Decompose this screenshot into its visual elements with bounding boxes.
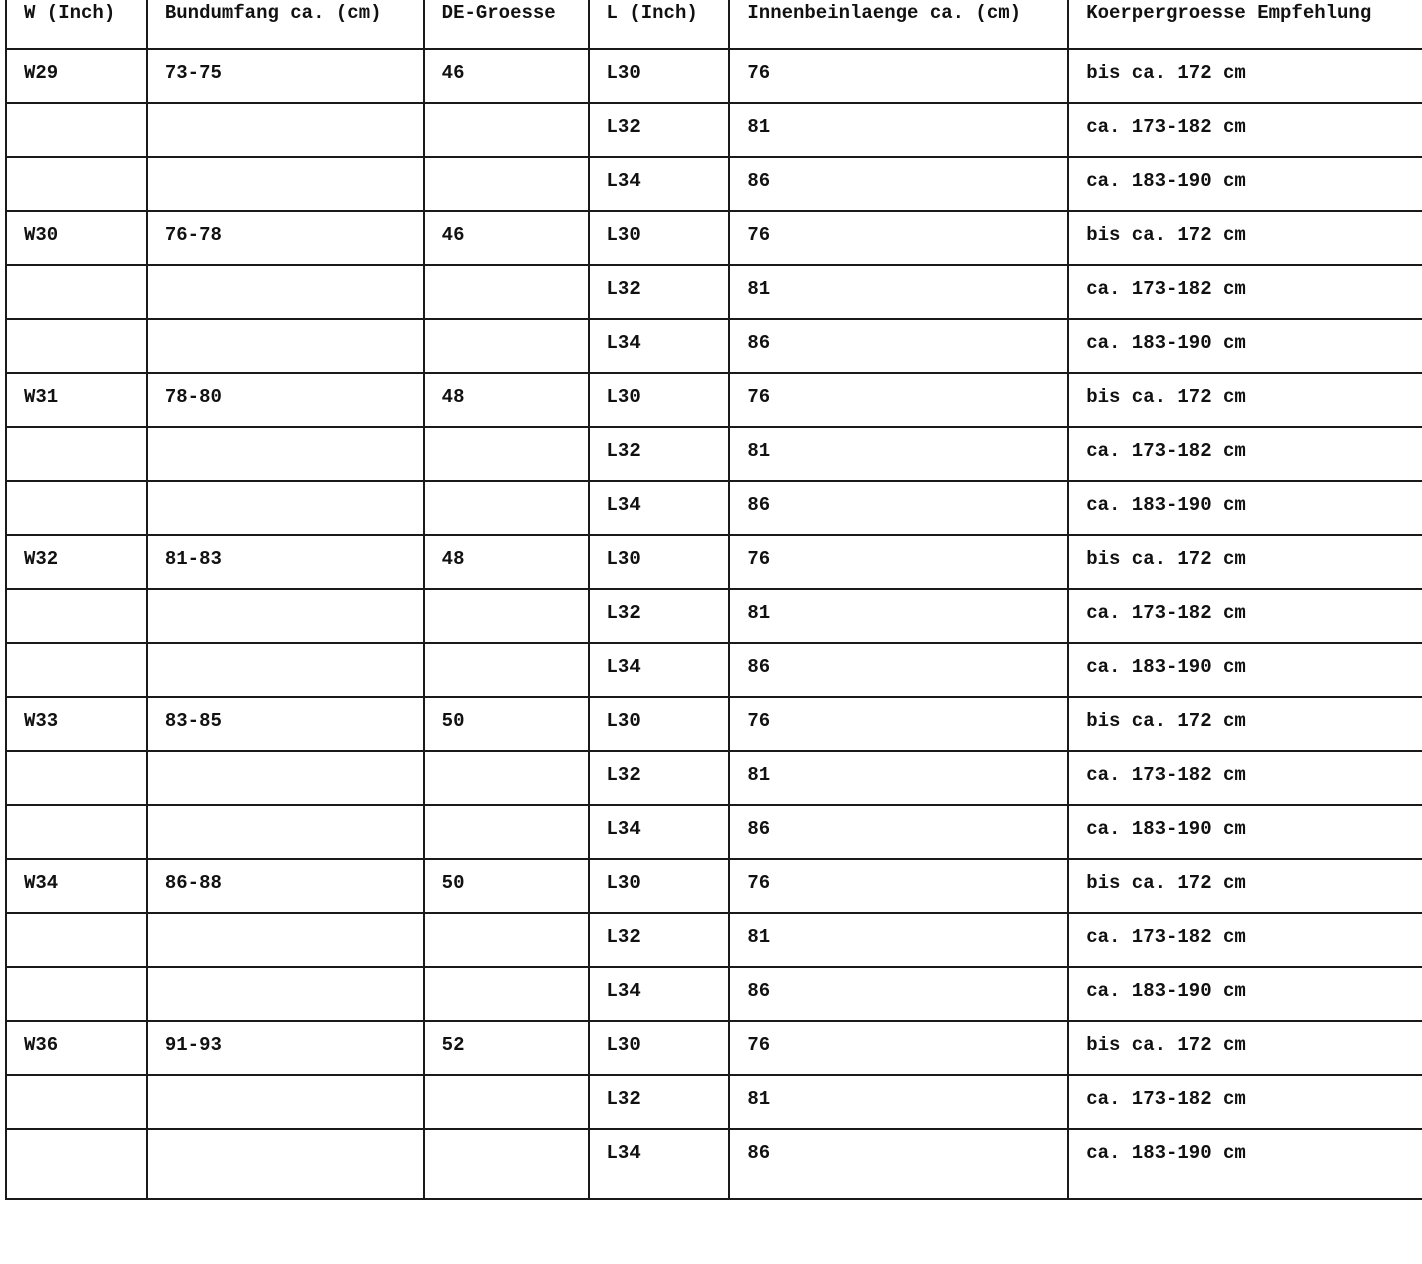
cell-length-inch: L30: [589, 1021, 730, 1075]
cell-length-inch: L32: [589, 913, 730, 967]
cell-de-size: [424, 967, 589, 1021]
cell-waist-circumference: [147, 805, 424, 859]
cell-waist-inch: [6, 751, 147, 805]
cell-inseam-length: 76: [729, 211, 1068, 265]
cell-height-recommendation: ca. 173-182 cm: [1068, 1075, 1422, 1129]
cell-length-inch: L30: [589, 373, 730, 427]
cell-de-size: 48: [424, 373, 589, 427]
cell-length-inch: L30: [589, 859, 730, 913]
size-chart-table: [5, 0, 1422, 1200]
cell-waist-inch: W36: [6, 1021, 147, 1075]
cell-inseam-length: 86: [729, 319, 1068, 373]
table-row: [6, 697, 1422, 751]
cell-length-inch: L32: [589, 427, 730, 481]
cell-de-size: [424, 319, 589, 373]
cell-length-inch: L30: [589, 211, 730, 265]
cell-height-recommendation: bis ca. 172 cm: [1068, 697, 1422, 751]
cell-waist-circumference: [147, 1129, 424, 1199]
cell-height-recommendation: ca. 183-190 cm: [1068, 1129, 1422, 1199]
cell-waist-circumference: 91-93: [147, 1021, 424, 1075]
cell-height-recommendation: bis ca. 172 cm: [1068, 1021, 1422, 1075]
cell-length-inch: L34: [589, 643, 730, 697]
table-row: [6, 1075, 1422, 1129]
cell-de-size: [424, 157, 589, 211]
cell-inseam-length: 86: [729, 967, 1068, 1021]
cell-de-size: [424, 751, 589, 805]
cell-waist-inch: [6, 805, 147, 859]
cell-height-recommendation: bis ca. 172 cm: [1068, 859, 1422, 913]
cell-height-recommendation: bis ca. 172 cm: [1068, 49, 1422, 103]
cell-waist-inch: W31: [6, 373, 147, 427]
cell-waist-circumference: 78-80: [147, 373, 424, 427]
cell-height-recommendation: ca. 183-190 cm: [1068, 319, 1422, 373]
cell-inseam-length: 81: [729, 751, 1068, 805]
header-height-recommendation: Koerpergroesse Empfehlung: [1068, 0, 1422, 49]
cell-height-recommendation: ca. 173-182 cm: [1068, 427, 1422, 481]
cell-waist-circumference: [147, 157, 424, 211]
cell-de-size: 46: [424, 49, 589, 103]
cell-height-recommendation: bis ca. 172 cm: [1068, 535, 1422, 589]
table-row: [6, 481, 1422, 535]
table-row: [6, 157, 1422, 211]
table-row: [6, 427, 1422, 481]
cell-waist-circumference: [147, 1075, 424, 1129]
cell-inseam-length: 86: [729, 157, 1068, 211]
cell-waist-circumference: [147, 319, 424, 373]
cell-waist-inch: [6, 1075, 147, 1129]
cell-waist-inch: [6, 319, 147, 373]
cell-waist-circumference: [147, 589, 424, 643]
header-row: [6, 0, 1422, 49]
cell-inseam-length: 81: [729, 589, 1068, 643]
cell-length-inch: L30: [589, 697, 730, 751]
cell-waist-circumference: [147, 427, 424, 481]
cell-de-size: [424, 103, 589, 157]
cell-length-inch: L34: [589, 967, 730, 1021]
cell-waist-inch: [6, 481, 147, 535]
table-row: [6, 805, 1422, 859]
cell-de-size: [424, 1075, 589, 1129]
cell-waist-circumference: [147, 265, 424, 319]
cell-waist-circumference: 73-75: [147, 49, 424, 103]
cell-de-size: [424, 481, 589, 535]
table-row: [6, 319, 1422, 373]
table-row: [6, 751, 1422, 805]
cell-inseam-length: 86: [729, 481, 1068, 535]
cell-length-inch: L34: [589, 805, 730, 859]
cell-inseam-length: 81: [729, 103, 1068, 157]
cell-inseam-length: 76: [729, 535, 1068, 589]
cell-inseam-length: 76: [729, 1021, 1068, 1075]
cell-de-size: 46: [424, 211, 589, 265]
cell-waist-circumference: 76-78: [147, 211, 424, 265]
cell-waist-circumference: 81-83: [147, 535, 424, 589]
cell-length-inch: L32: [589, 589, 730, 643]
cell-height-recommendation: ca. 183-190 cm: [1068, 643, 1422, 697]
cell-length-inch: L30: [589, 535, 730, 589]
cell-length-inch: L32: [589, 1075, 730, 1129]
cell-waist-circumference: [147, 751, 424, 805]
cell-de-size: [424, 643, 589, 697]
cell-height-recommendation: ca. 173-182 cm: [1068, 751, 1422, 805]
table-row: [6, 265, 1422, 319]
cell-waist-inch: [6, 967, 147, 1021]
cell-waist-inch: [6, 1129, 147, 1199]
table-row: [6, 535, 1422, 589]
cell-de-size: [424, 913, 589, 967]
cell-de-size: [424, 427, 589, 481]
cell-waist-circumference: [147, 913, 424, 967]
cell-waist-inch: W29: [6, 49, 147, 103]
cell-de-size: [424, 589, 589, 643]
table-row: [6, 1129, 1422, 1199]
cell-de-size: 48: [424, 535, 589, 589]
table-row: [6, 1021, 1422, 1075]
cell-inseam-length: 81: [729, 265, 1068, 319]
cell-waist-circumference: [147, 481, 424, 535]
cell-height-recommendation: bis ca. 172 cm: [1068, 211, 1422, 265]
table-row: [6, 913, 1422, 967]
table-row: [6, 643, 1422, 697]
cell-inseam-length: 81: [729, 427, 1068, 481]
cell-height-recommendation: ca. 173-182 cm: [1068, 589, 1422, 643]
cell-length-inch: L34: [589, 157, 730, 211]
cell-waist-inch: [6, 643, 147, 697]
cell-waist-inch: [6, 427, 147, 481]
cell-length-inch: L34: [589, 1129, 730, 1199]
cell-waist-circumference: [147, 103, 424, 157]
header-de-size: DE-Groesse: [424, 0, 589, 49]
cell-waist-inch: W32: [6, 535, 147, 589]
cell-waist-circumference: [147, 967, 424, 1021]
cell-de-size: 50: [424, 859, 589, 913]
cell-waist-circumference: [147, 643, 424, 697]
cell-waist-inch: W30: [6, 211, 147, 265]
cell-height-recommendation: bis ca. 172 cm: [1068, 373, 1422, 427]
cell-waist-inch: [6, 103, 147, 157]
cell-length-inch: L34: [589, 319, 730, 373]
header-inseam-length: Innenbeinlaenge ca. (cm): [729, 0, 1068, 49]
cell-inseam-length: 86: [729, 1129, 1068, 1199]
cell-de-size: [424, 1129, 589, 1199]
cell-waist-inch: [6, 913, 147, 967]
cell-length-inch: L34: [589, 481, 730, 535]
table-row: [6, 373, 1422, 427]
cell-waist-circumference: 86-88: [147, 859, 424, 913]
cell-height-recommendation: ca. 173-182 cm: [1068, 103, 1422, 157]
cell-inseam-length: 76: [729, 859, 1068, 913]
cell-waist-circumference: 83-85: [147, 697, 424, 751]
cell-inseam-length: 86: [729, 805, 1068, 859]
cell-length-inch: L32: [589, 103, 730, 157]
table-row: [6, 589, 1422, 643]
cell-waist-inch: [6, 589, 147, 643]
header-waist-circumference: Bundumfang ca. (cm): [147, 0, 424, 49]
cell-length-inch: L30: [589, 49, 730, 103]
cell-height-recommendation: ca. 183-190 cm: [1068, 967, 1422, 1021]
cell-height-recommendation: ca. 183-190 cm: [1068, 157, 1422, 211]
cell-de-size: [424, 805, 589, 859]
table-row: [6, 49, 1422, 103]
cell-de-size: 52: [424, 1021, 589, 1075]
header-length-inch: L (Inch): [589, 0, 730, 49]
cell-height-recommendation: ca. 183-190 cm: [1068, 481, 1422, 535]
cell-de-size: [424, 265, 589, 319]
cell-inseam-length: 81: [729, 913, 1068, 967]
cell-height-recommendation: ca. 173-182 cm: [1068, 265, 1422, 319]
cell-inseam-length: 86: [729, 643, 1068, 697]
table-row: [6, 211, 1422, 265]
cell-waist-inch: W33: [6, 697, 147, 751]
table-row: [6, 967, 1422, 1021]
cell-height-recommendation: ca. 183-190 cm: [1068, 805, 1422, 859]
table-body: [6, 49, 1422, 1199]
cell-de-size: 50: [424, 697, 589, 751]
cell-height-recommendation: ca. 173-182 cm: [1068, 913, 1422, 967]
table-header: [6, 0, 1422, 49]
cell-inseam-length: 76: [729, 697, 1068, 751]
table-row: [6, 103, 1422, 157]
header-waist-inch: W (Inch): [6, 0, 147, 49]
cell-length-inch: L32: [589, 265, 730, 319]
cell-inseam-length: 76: [729, 373, 1068, 427]
cell-waist-inch: [6, 157, 147, 211]
cell-waist-inch: W34: [6, 859, 147, 913]
cell-inseam-length: 81: [729, 1075, 1068, 1129]
cell-inseam-length: 76: [729, 49, 1068, 103]
cell-length-inch: L32: [589, 751, 730, 805]
table-row: [6, 859, 1422, 913]
cell-waist-inch: [6, 265, 147, 319]
